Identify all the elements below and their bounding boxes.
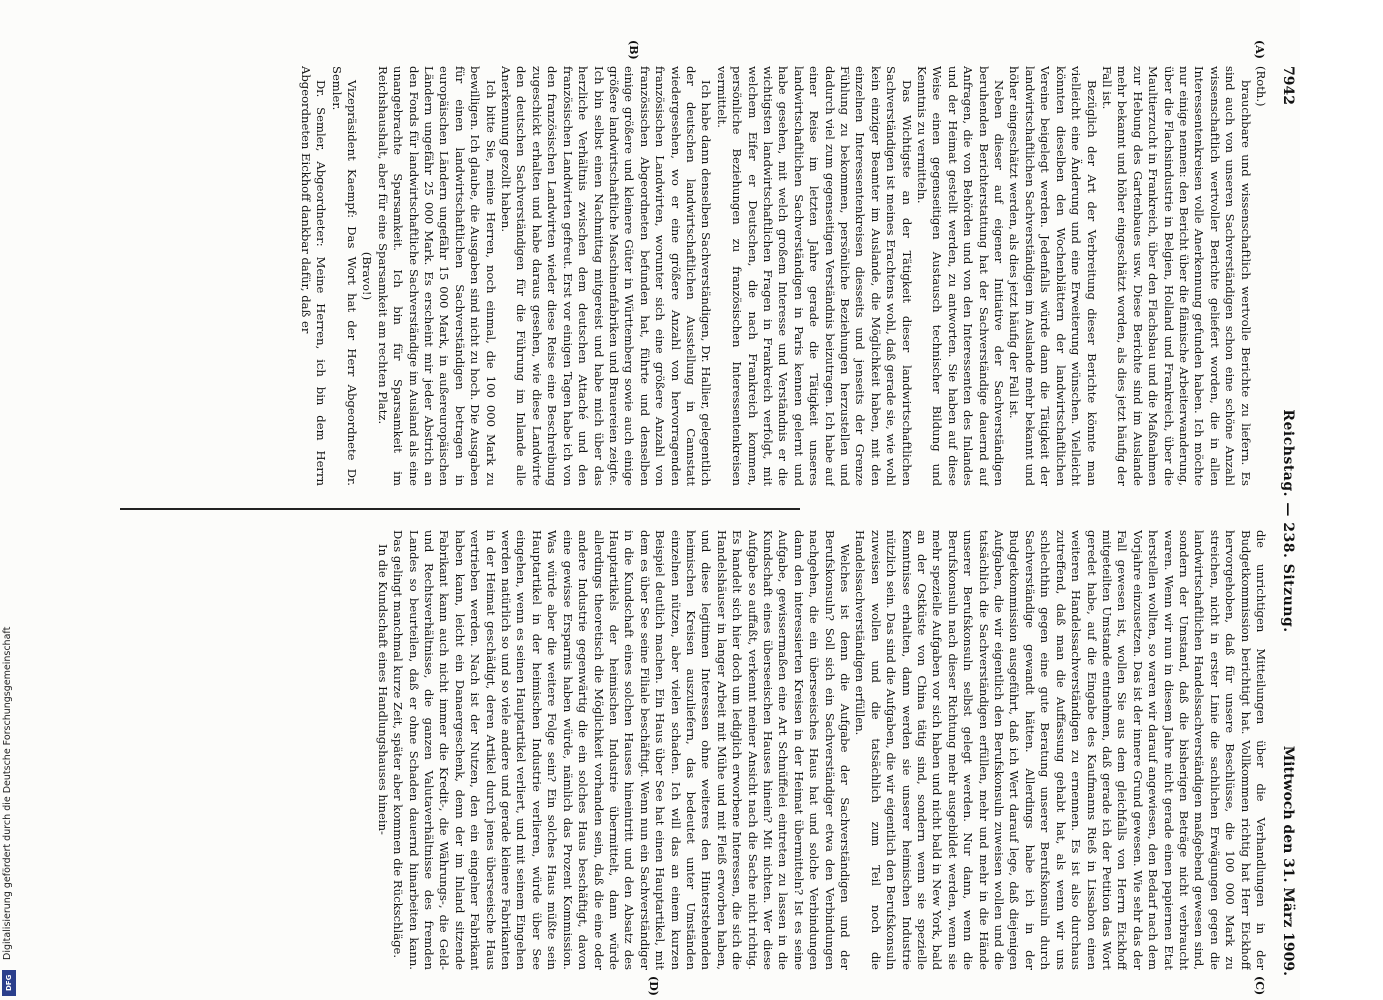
- paragraph: Vizepräsident Kaempf: Das Wort hat der Herr Abgeordnete Dr. Semler.: [329, 66, 360, 486]
- margin-label-d: (D): [647, 976, 660, 996]
- margin-label-a: (A): [1253, 40, 1266, 59]
- paragraph: Ich bitte Sie, meine Herren, noch einmal, die 100 000 Mark zu bewilligen. Ich glaube, die Ausgaben sind nicht zu hoch. Die Ausgaben für einen landwirtschaftlichen Sachverständigen betragen in europäischen Ländern ungefähr 15 000 Mark, in außereuropäischen Ländern ungefähr 25 000 Mark. Es erscheint mir jeder Abstrich an den Fonds für landwirtschaftliche Sachverständige im Ausland als eine unangebrachte Sparsamkeit. Ich bin für Sparsamkeit im Reichshaushalt, aber für eine Sparsamkeit am rechten Platz.: [375, 66, 498, 486]
- paragraph: Dr. Semler, Abgeordneter: Meine Herren, ich bin dem Herrn Abgeordneten Eickhoff dankbar dafür, daß er: [298, 66, 329, 486]
- paragraph: die unrichtigen Mitteilungen über die Verhandlungen in der Budgetkommission berichtigt hat. Vollkommen richtig hat Herr Eickhoff hervorgehoben, daß für unsere Beschlüsse, die 100 000 Mark zu streichen, nicht in erster Linie die sachlichen Erwägungen gegen die landwirtschaftlichen Handelssachverständigen maßgebend gewesen sind, sondern der Umstand, daß die bisherigen Beträge nicht verbraucht waren. Wenn wir nun in diesem Jahre nicht gerade einen papiernen Etat herstellen wollten, so waren wir darauf angewiesen, den Bedarf nach dem Vorjahre einzusetzen. Das ist der innere Grund gewesen. Wie sehr das der Fall gewesen ist, wollen Sie aus dem gleichfalls von Herrn Eickhoff mitgeteilten Umstande entnehmen, daß gerade ich der Petition das Wort geredet habe, auf die Eingabe des Kaufmanns Rieß in Lissabon einen weiteren Handelssachverständigen zu ernennen. Es ist also durchaus zutreffend, daß man die Auffassung gehabt hat, als wenn wir uns schlechthin gegen eine gute Beratung unserer Berufskonsuln durch Sachverständige gewandt hätten. Allerdings habe ich in der Budgetkommission ausgeführt, daß ich Wert darauf lege, daß diejenigen Aufgaben, die wir eigentlich den Berufskonsuln zuweisen wollen und die tatsächlich die Sachverständigen erfüllen, mehr und mehr in die Hände unserer Berufskonsuln selbst gelegt werden. Nur dann, wenn die Berufskonsuln nach dieser Richtung mehr ausgebildet werden, wenn sie mehr spezielle Aufgaben vor sich haben und nicht bald in New York, bald an der Ostküste von China tätig sind, sondern wenn sie spezielle Kenntnisse erhalten, dann werden sie unserer heimischen Industrie nützlich sein. Das sind die Aufgaben, die wir eigentlich den Berufskonsuln zuweisen wollen und die tatsächlich zum Teil noch die Handelssachverständigen erfüllen.: [853, 530, 1268, 970]
- footer-strip: [0, 0, 30, 1000]
- paragraph: Neben dieser auf eigener Initiative der Sachverständigen beruhenden Berichterstattung hat der Sachverständige dauernd auf Anfragen, die von Behörden und von den Interessenten des Inlandes und der Heimat gestellt werden, zu antworten. Sie haben auf diese Weise einen gegenseitigen Austausch technischer Bildung und Kenntnis zu vermitteln.: [915, 66, 1007, 486]
- session-date: Mittwoch den 31. März 1909.: [1280, 745, 1296, 976]
- left-column: [118, 66, 1268, 486]
- applause-note: (Bravo!): [360, 251, 375, 301]
- column-divider: [120, 508, 800, 510]
- paragraph: Ich habe dann denselben Sachverständigen, Dr. Hallier, gelegentlich der deutschen landwirtschaftlichen Ausstellung in Cannstatt wiedergesehen, wo er eine größere Anzahl von hervorragenden französischen Landwirten, worunter sich eine größere Anzahl von französischen Abgeordneten befunden hat, führte und denselben einige größere und kleinere Güter in Württemberg sowie auch einige größere landwirtschaftliche Maschinenfabriken und Brauereien zeigte. Ich bin selbst einen Nachmittag mitgereist und habe mich über das herzliche Verhältnis zwischen dem deutschen Attaché und den französischen Landwirten gefreut. Erst vor einigen Tagen habe ich von den französischen Landwirten wieder diese Reise eine Beschreibung zugeschickt erhalten und habe daraus gesehen, wie diese Landwirte den deutschen Sachverständigen für die Führung im Inlande alle Anerkennung gezollt haben.: [499, 66, 714, 486]
- paragraph: Bezüglich der Art der Verbreitung dieser Berichte könnte man vielleicht eine Änderung und eine Erweiterung wünschen. Vielleicht könnten dieselben den Wochenblättern der landwirtschaftlichen Vereine beigelegt werden. Jedenfalls würde dann die Tätigkeit der landwirtschaftlichen Sachverständigen im Auslande mehr bekannt und höher eingeschätzt werden, als dies jetzt häufig der Fall ist.: [1007, 66, 1099, 486]
- dfg-logo: DFG: [2, 970, 16, 996]
- paragraph: Welches ist denn die Aufgabe der Sachverständigen und der Berufskonsuln? Soll sich ein Sachverständiger etwa den Verbindungen nachgehen, die ein überseeisches Haus hat und solche Verbindungen dann den interessierten Kreisen in der Heimat übermitteln? Ist es seine Aufgabe, gewissermaßen eine Art Schnüffelei eintreten zu lassen in die Kundschaft eines überseeischen Hauses hinein? Mit nichten. Wer diese Aufgabe so auffaßt, verkennt meiner Ansicht nach die Sache nicht richtig. Es handelt sich hier doch um lediglich erworbene Interessen, die sich die Handelshäuser in langer Arbeit mit Mühe und mit Fleiß erworben haben, und diese legitimen Interessen ohne weiteres den Hinterstehenden heimischen Kreisen auszuliefern, das bedeutet unter Umständen einzelnen nützen, aber vielen schaden. Ich will das an einem kurzen Beispiel deutlich machen. Ein Haus über See hat einen Hauptartikel, mit dem es über See seine Filiale beschäftigt. Wenn nun ein Sachverständiger in die Kundschaft eines solchen Hauses hineintritt und den Absatz des Hauptartikels der heimischen Industrie übermittelt, dann würde allerdings theoretisch die Möglichkeit vorhanden sein, daß die eine oder andere Industrie gegenwärtig die ein solches Haus beschäftigt, davon eine gewisse Ersparnis haben würde, nämlich das Prozent Kommission. Was würde aber die weitere Folge sein? Ein solches Haus müßte sein Hauptartikel in der heimischen Industrie verlieren, würde über See eingehen, wenn es seinen Hauptartikel verliert, und mit seinem Eingehen werden natürlich so und so viele andere und gerade kleinere Fabrikanten in der Heimat geschädigt, deren Artikel durch jenes überseeische Haus vertrieben werden. Nach ist der Nutzen, den ein eingelner Fabrikant haben kann, leicht ein Danaergeschenk, denn der im Inland sitzende Fabrikant kann auch nicht immer die Kredit-, die Währungs-, die Geld- und Rechtsverhältnisse, die ganzen Valutaverhältnisse des fremden Landes so beurteilen, daß er ohne Schaden dauernd hinarbeiten kann. Das gelingt manchmal kurze Zeit, später aber kommen die Rückschläge.: [391, 530, 853, 970]
- paragraph: brauchbare und wissenschaftlich wertvolle Berichte zu liefern. Es sind auch von unseren Sachverständigen schon eine schöne Anzahl wissenschaftlich wertvoller Berichte geliefert worden, die in allen Interessentenkreisen volle Anerkennung gefunden haben. Ich möchte nur einige nennen: den Bericht über die flämische Arbeiterwanderung, über die Flachsindustrie in Belgien, Holland und Frankreich, über die Maultierzucht in Frankreich, über den Flachsbau und die Maßnahmen zur Hebung des Gartenbaues usw. Diese Berichte sind im Auslande mehr bekannt und höher eingeschätzt worden, als dies jetzt häufig der Fall ist.: [1099, 66, 1253, 486]
- page-title: Reichstag. — 238. Sitzung.: [1280, 409, 1296, 633]
- right-column: [118, 530, 1268, 970]
- page-number: 7942: [1280, 66, 1296, 105]
- speaker-tag: (Roth.): [1254, 66, 1268, 107]
- paragraph: Das Wichtigste an der Tätigkeit dieser landwirtschaftlichen Sachverständigen ist meines Erachtens wohl, daß gerade sie, wie wohl kein einziger Beamter im Auslande, die Möglichkeit haben, mit den einzelnen Interessentenkreisen diesseits und jenseits der Grenze Fühlung zu bekommen, persönliche Beziehungen herzustellen und dadurch viel zum gegenseitigen Verständnis beizutragen. Ich habe auf einer Reise im letzten Jahre gerade die Tätigkeit unseres landwirtschaftlichen Sachverständigen in Paris kennen gelernt und habe gesehen, mit welch großem Interesse und Verständnis er die wichtigsten landwirtschaftlichen Fragen in Frankreich verfolgt, mit welchem Eifer er Deutschen, die nach Frankreich kommen, persönliche Beziehungen zu französischen Interessentenkreisen vermittelt.: [714, 66, 914, 486]
- page-header: [1274, 66, 1296, 976]
- margin-label-c: (C): [1253, 976, 1266, 996]
- funding-note: Digitalisierung gefördert durch die Deutsche Forschungsgemeinschaft: [2, 626, 13, 960]
- paragraph: In die Kundschaft eines Handlungshauses hinein-: [375, 544, 390, 835]
- margin-label-b: (B): [627, 40, 640, 60]
